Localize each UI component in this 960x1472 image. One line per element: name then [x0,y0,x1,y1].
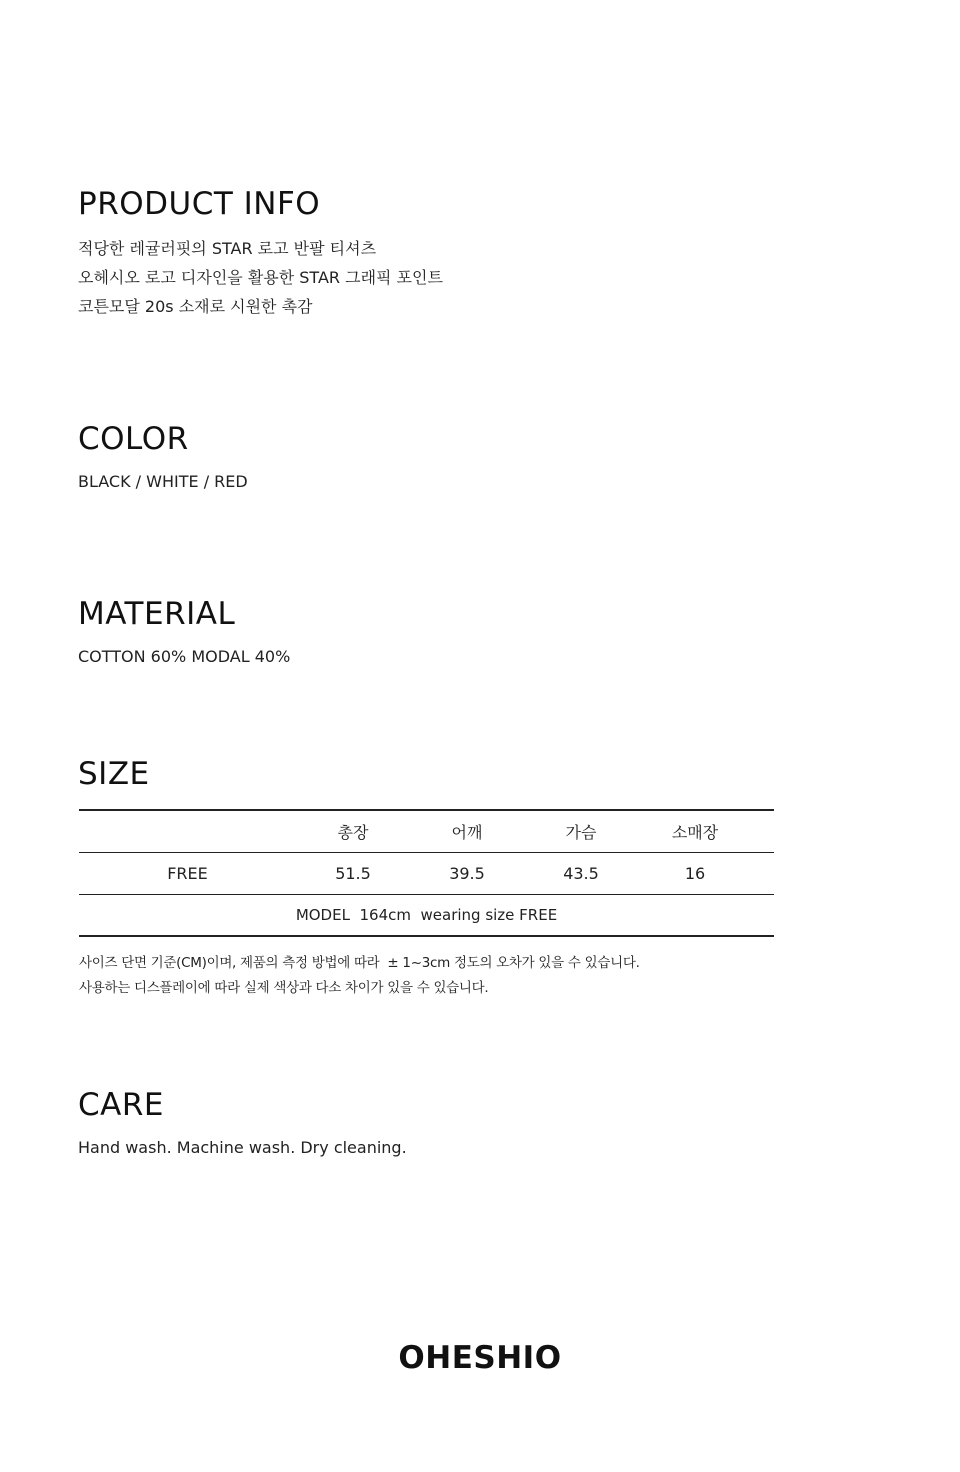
size-cell-length: 51.5 [335,863,371,883]
size-row-label: FREE [167,863,208,883]
size-header-sleeve: 소매장 [671,822,719,842]
care-section [78,1087,407,1162]
size-cell-shoulder: 39.5 [449,863,485,883]
material-section [78,596,290,671]
color-heading: COLOR [78,421,189,457]
product-info-lines [78,234,443,321]
size-note: 사용하는 디스플레이에 따라 실제 색상과 다소 차이가 있을 수 있습니다. [79,980,489,996]
color-value: BLACK / WHITE / RED [78,472,248,491]
product-info-section [78,186,443,321]
size-cell-sleeve: 16 [684,863,706,883]
size-section [78,756,150,792]
size-table-header-spacer [752,810,774,852]
color-section [78,421,248,496]
size-table-header-row [79,810,774,852]
size-heading: SIZE [78,756,150,792]
size-table [79,809,774,937]
care-heading: CARE [78,1087,164,1123]
model-info-row [79,894,774,936]
material-heading: MATERIAL [78,596,236,632]
table-row [79,852,774,894]
size-header-length: 총장 [337,822,369,842]
size-row-spacer [752,852,774,894]
size-note: 사이즈 단면 기준(CM)이며, 제품의 측정 방법에 따라 ± 1~3cm 정도의 오차가 있을 수 있습니다. [79,955,640,971]
size-notes [79,951,640,1001]
size-table-header-blank [79,810,296,852]
size-header-chest: 가슴 [565,822,597,842]
size-cell-chest: 43.5 [563,863,599,883]
size-header-shoulder: 어깨 [451,822,483,842]
product-info-line: 오헤시오 로고 디자인을 활용한 STAR 그래픽 포인트 [78,268,443,287]
product-info-line: 적당한 레귤러핏의 STAR 로고 반팔 티셔츠 [78,239,377,258]
care-value: Hand wash. Machine wash. Dry cleaning. [78,1138,407,1157]
product-info-line: 코튼모달 20s 소재로 시원한 촉감 [78,297,313,316]
product-info-heading: PRODUCT INFO [78,186,321,222]
brand-logo: OHESHIO [398,1340,562,1376]
material-value: COTTON 60% MODAL 40% [78,647,291,666]
model-info: MODEL 164cm wearing size FREE [295,905,558,924]
